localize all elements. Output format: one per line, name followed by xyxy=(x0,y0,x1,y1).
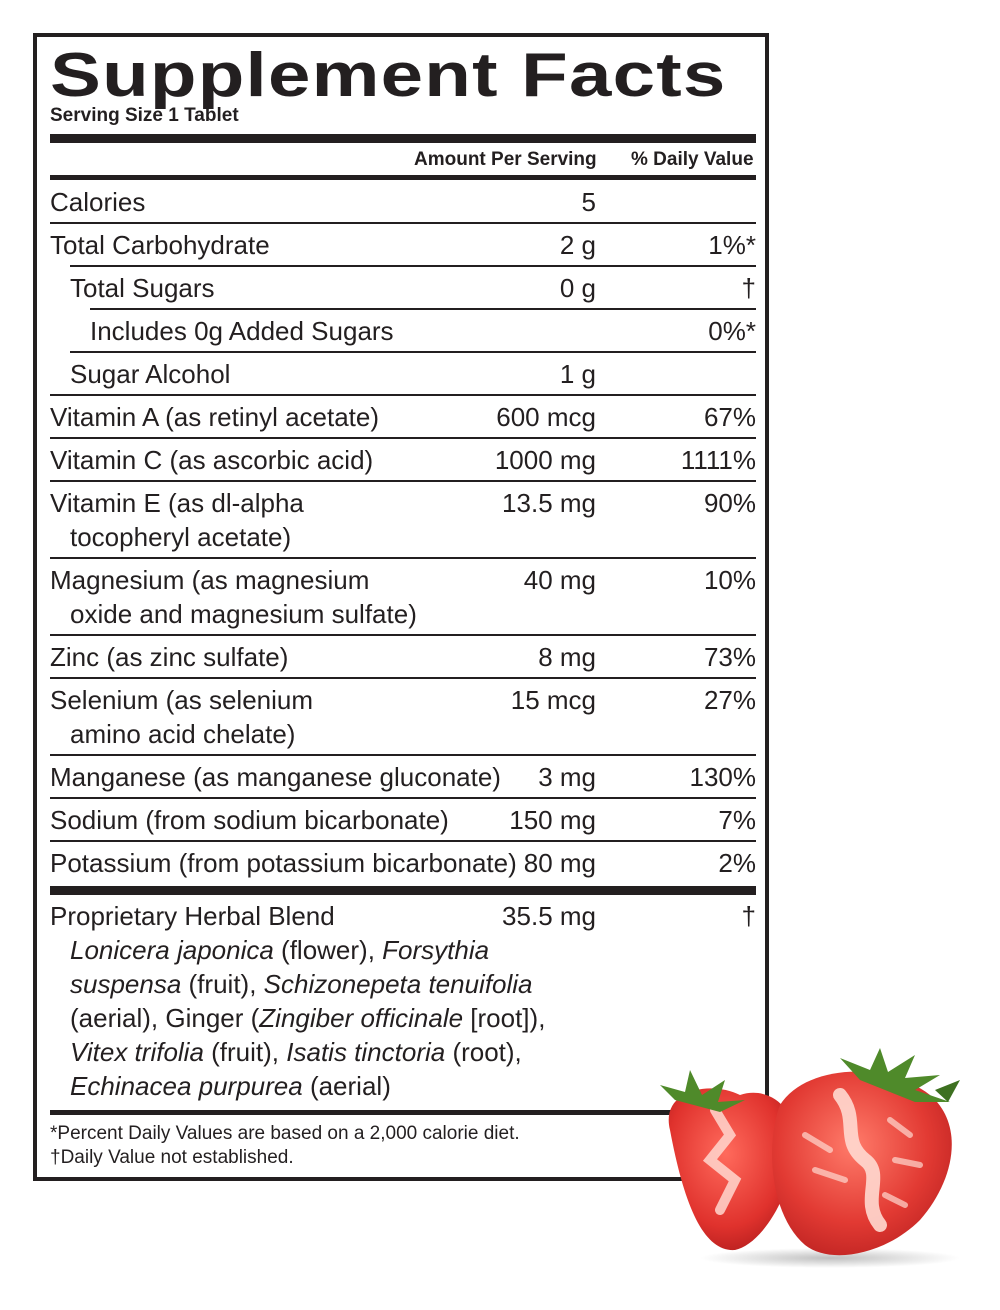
nutrient-amount: 1 g xyxy=(559,359,596,389)
row-divider xyxy=(50,437,756,439)
nutrient-daily-value: 73% xyxy=(703,642,756,672)
row-divider xyxy=(50,634,756,636)
blend-ingredients-line-5: Echinacea purpurea (aerial) xyxy=(70,1071,391,1101)
row-divider xyxy=(50,222,756,224)
nutrient-name: Total Sugars xyxy=(70,273,215,303)
blend-ingredients-line-2: suspensa (fruit), Schizonepeta tenuifolia xyxy=(70,969,533,999)
nutrient-daily-value: † xyxy=(741,273,756,303)
nutrient-amount: 0 g xyxy=(559,273,596,303)
nutrient-amount: 40 mg xyxy=(523,565,596,595)
nutrient-name: Includes 0g Added Sugars xyxy=(90,316,394,346)
nutrient-amount: 3 mg xyxy=(538,762,596,792)
row-divider xyxy=(50,394,756,396)
supplement-facts-panel xyxy=(33,33,769,1181)
row-divider xyxy=(90,308,756,310)
blend-name: Proprietary Herbal Blend xyxy=(50,901,335,931)
nutrient-name: Sodium (from sodium bicarbonate) xyxy=(50,805,449,835)
blend-daily-value: † xyxy=(741,901,756,931)
panel-title: Supplement Facts xyxy=(50,41,727,110)
nutrient-amount: 5 xyxy=(581,187,596,217)
nutrient-amount: 13.5 mg xyxy=(502,488,596,518)
top-thick-rule xyxy=(50,134,756,143)
blend-ingredients-line-1: Lonicera japonica (flower), Forsythia xyxy=(70,935,490,965)
row-divider xyxy=(70,351,756,353)
nutrient-daily-value: 27% xyxy=(703,685,756,715)
nutrient-daily-value: 130% xyxy=(689,762,756,792)
row-divider xyxy=(50,840,756,842)
nutrient-name: Total Carbohydrate xyxy=(50,230,270,260)
nutrient-amount: 2 g xyxy=(559,230,596,260)
nutrient-amount: 80 mg xyxy=(523,848,596,878)
nutrient-amount: 15 mcg xyxy=(510,685,596,715)
nutrient-amount: 600 mcg xyxy=(496,402,596,432)
serving-size: Serving Size 1 Tablet xyxy=(50,105,239,126)
nutrient-name-continued: amino acid chelate) xyxy=(70,719,296,749)
nutrient-daily-value: 0%* xyxy=(708,316,756,346)
blend-ingredients-line-3: (aerial), Ginger (Zingiber officinale [root]), xyxy=(70,1003,546,1033)
nutrient-name-continued: tocopheryl acetate) xyxy=(70,522,292,552)
row-divider xyxy=(70,265,756,267)
nutrient-name: Calories xyxy=(50,187,146,217)
row-divider xyxy=(50,557,756,559)
nutrient-name: Zinc (as zinc sulfate) xyxy=(50,642,289,672)
blend-amount: 35.5 mg xyxy=(502,901,596,931)
nutrient-daily-value: 1%* xyxy=(708,230,756,260)
nutrient-amount: 8 mg xyxy=(538,642,596,672)
nutrient-daily-value: 7% xyxy=(718,805,756,835)
nutrient-daily-value: 1111% xyxy=(680,445,756,475)
nutrient-daily-value: 2% xyxy=(718,848,756,878)
nutrient-name: Sugar Alcohol xyxy=(70,359,231,389)
column-header-daily-value: % Daily Value xyxy=(631,149,754,170)
row-divider xyxy=(50,677,756,679)
nutrient-name: Potassium (from potassium bicarbonate) xyxy=(50,848,517,878)
nutrient-name-continued: oxide and magnesium sulfate) xyxy=(70,599,417,629)
nutrient-daily-value: 67% xyxy=(703,402,756,432)
nutrient-daily-value: 90% xyxy=(703,488,756,518)
row-divider xyxy=(50,480,756,482)
nutrient-name: Manganese (as manganese gluconate) xyxy=(50,762,501,792)
column-header-amount: Amount Per Serving xyxy=(414,149,597,170)
row-divider xyxy=(50,754,756,756)
nutrient-name: Magnesium (as magnesium xyxy=(50,565,370,595)
nutrient-amount: 1000 mg xyxy=(494,445,596,475)
nutrient-name: Selenium (as selenium xyxy=(50,685,314,715)
row-divider xyxy=(50,797,756,799)
nutrient-name: Vitamin C (as ascorbic acid) xyxy=(50,445,374,475)
nutrient-daily-value: 10% xyxy=(703,565,756,595)
nutrient-amount: 150 mg xyxy=(509,805,596,835)
blend-ingredients-line-4: Vitex trifolia (fruit), Isatis tinctoria (root), xyxy=(70,1037,522,1067)
header-rule xyxy=(50,175,756,180)
nutrient-name: Vitamin E (as dl-alpha xyxy=(50,488,304,518)
blend-thick-rule xyxy=(50,886,756,895)
nutrient-name: Vitamin A (as retinyl acetate) xyxy=(50,402,380,432)
front-strawberry xyxy=(772,1048,960,1255)
strawberries-illustration xyxy=(630,1040,980,1270)
footnote-percent-daily-value: *Percent Daily Values are based on a 2,000 calorie diet. xyxy=(50,1123,520,1144)
footnote-dagger: †Daily Value not established. xyxy=(50,1147,294,1168)
